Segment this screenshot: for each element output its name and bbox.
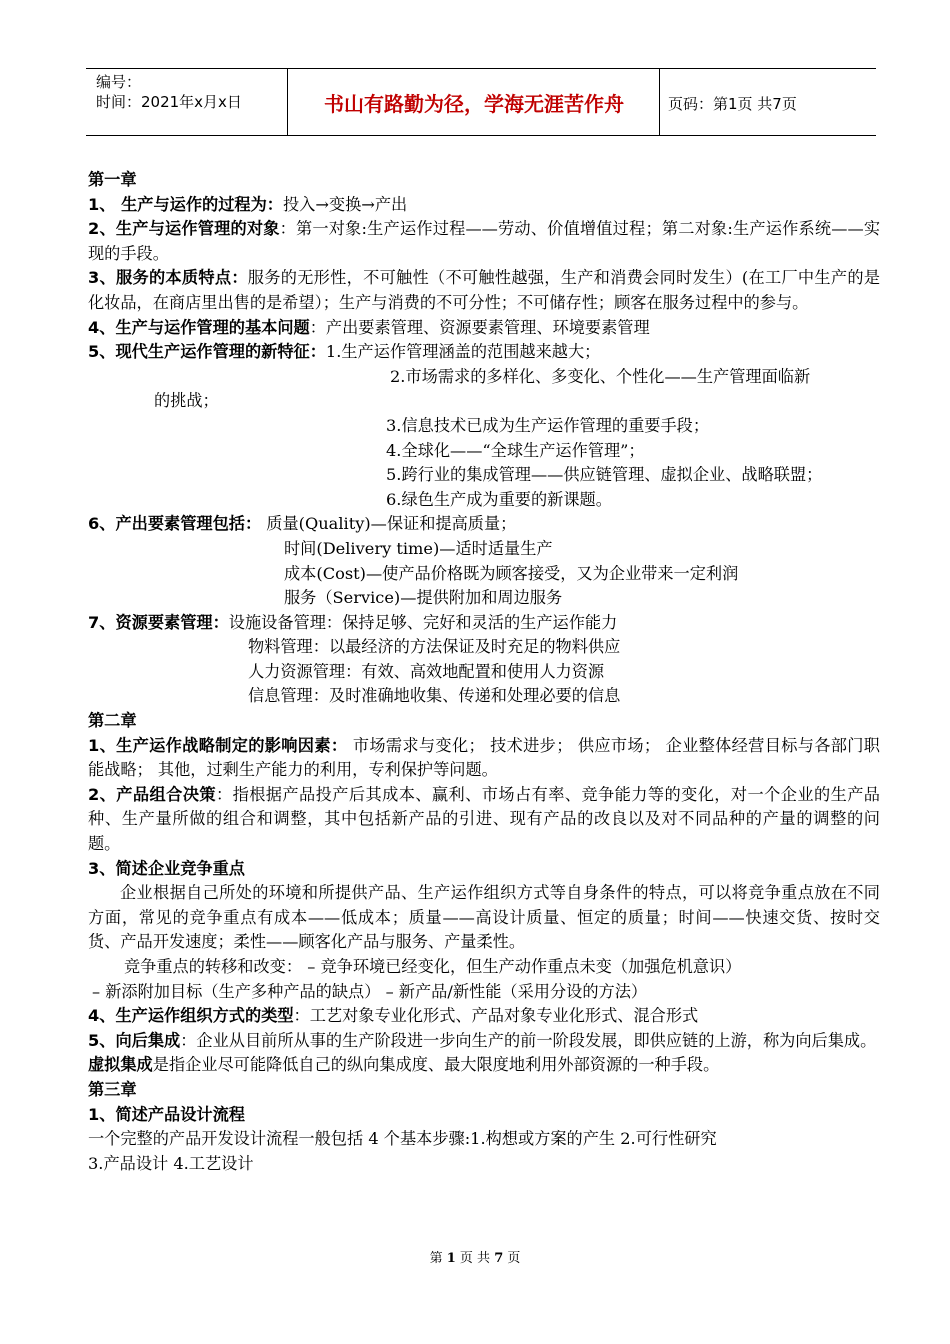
ch1-item4-label: 4、生产与运作管理的基本问题 bbox=[88, 317, 310, 337]
ch1-item5-line2a: 2.市场需求的多样化、多变化、个性化——生产管理面临新 bbox=[390, 366, 811, 386]
ch1-item3-label: 3、服务的本质特点： bbox=[88, 268, 248, 288]
ch1-item7-line2: 物料管理：以最经济的方法保证及时充足的物料供应 bbox=[248, 637, 621, 657]
ch1-item5-line5: 5.跨行业的集成管理——供应链管理、虚拟企业、战略联盟； bbox=[386, 465, 823, 485]
ch1-item6-first: 质量(Quality)—保证和提高质量； bbox=[266, 514, 517, 534]
ch2-item1-label: 1、生产运作战略制定的影响因素： bbox=[88, 735, 348, 755]
footer-prefix: 第 bbox=[429, 1251, 447, 1266]
page-footer bbox=[0, 1247, 950, 1266]
ch2-item5-text: ：企业从目前所从事的生产阶段进一步向生产的前一阶段发展，即供应链的上游，称为向后集成。 bbox=[180, 1030, 877, 1050]
ch1-item7-label: 7、资源要素管理： bbox=[88, 612, 229, 632]
ch2-item4-text: ：工艺对象专业化形式、产品对象专业化形式、混合形式 bbox=[293, 1006, 699, 1026]
ch1-item2 bbox=[88, 217, 880, 266]
ch2-item2-text: ：指根据产品投产后其成本、赢利、市场占有率、竞争能力等的变化，对一个企业的生产品种、生产量所做的组合和调整，其中包括新产品的引进、现有产品的改良以及对不同品种的产量的调整的问题。 bbox=[88, 784, 880, 854]
ch1-item4-text: ：产出要素管理、资源要素管理、环境要素管理 bbox=[309, 317, 650, 337]
ch1-item6-label: 6、产出要素管理包括： bbox=[88, 514, 262, 534]
ch1-item4 bbox=[88, 316, 880, 341]
footer-suffix: 页 bbox=[503, 1251, 521, 1266]
ch1-item7-first: 设施设备管理：保持足够、完好和灵活的生产运作能力 bbox=[228, 612, 618, 632]
ch3-item1-line1: 一个完整的产品开发设计流程一般包括 4 个基本步骤:1.构想或方案的产生 2.可行性研究 bbox=[88, 1129, 717, 1149]
ch1-item7-line3: 人力资源管理：有效、高效地配置和使用人力资源 bbox=[248, 661, 605, 681]
header-top-rule bbox=[86, 68, 876, 69]
ch1-item6-line4: 服务（Service)—提供附加和周边服务 bbox=[284, 588, 563, 608]
ch1-item1 bbox=[88, 193, 880, 218]
ch3-item1-label: 1、简述产品设计流程 bbox=[88, 1104, 245, 1124]
ch1-item6-line2: 时间(Delivery time)—适时适量生产 bbox=[284, 538, 553, 558]
ch1-item7-line4: 信息管理：及时准确地收集、传递和处理必要的信息 bbox=[248, 686, 621, 706]
ch2-item4-label: 4、生产运作组织方式的类型 bbox=[88, 1006, 294, 1026]
ch1-item6 bbox=[88, 512, 880, 537]
footer-page: 1 bbox=[446, 1251, 456, 1266]
header-time: 时间：2021年x月x日 bbox=[96, 93, 242, 111]
ch2-item1-text: 市场需求与变化； 技术进步； 供应市场； 企业整体经营目标与各部门职能战略； 其他，过剩生产能力的利用，专利保护等问题。 bbox=[88, 735, 880, 780]
ch2-virtual-text: 是指企业尽可能降低自己的纵向集成度、最大限度地利用外部资源的一种手段。 bbox=[152, 1055, 720, 1075]
ch1-item5-line2b: 的挑战； bbox=[154, 391, 219, 411]
ch2-item3-para2: 竞争重点的转移和改变： – 竞争环境已经变化，但生产动作重点未变（加强危机意识） bbox=[124, 957, 742, 976]
ch2-item2-label: 2、产品组合决策 bbox=[88, 784, 216, 804]
ch1-item1-label: 1、 生产与运作的过程为： bbox=[88, 194, 283, 214]
ch1-item2-label: 2、生产与运作管理的对象 bbox=[88, 219, 280, 239]
footer-total: 7 bbox=[494, 1251, 504, 1266]
chapter3-title: 第三章 bbox=[88, 1079, 137, 1099]
header-page-number: 页码：第1页 共7页 bbox=[668, 95, 797, 113]
ch1-item6-line3: 成本(Cost)—使产品价格既为顾客接受，又为企业带来一定利润 bbox=[284, 563, 739, 583]
document-body bbox=[88, 168, 880, 1176]
ch1-item1-text: 投入→变换→产出 bbox=[282, 194, 408, 214]
ch1-item5 bbox=[88, 340, 880, 365]
header-bottom-rule bbox=[86, 135, 876, 136]
ch1-item2-text: ：第一对象:生产运作过程——劳动、价值增值过程；第二对象:生产运作系统——实现的手段。 bbox=[88, 219, 881, 263]
footer-middle: 页 共 bbox=[455, 1251, 495, 1266]
ch1-item7 bbox=[88, 611, 880, 636]
ch2-item3-para3: – 新添附加目标（生产多种产品的缺点） – 新产品/新性能（采用分设的方法） bbox=[92, 981, 648, 1001]
ch2-item5 bbox=[88, 1029, 880, 1054]
ch2-item3-para1: 企业根据自己所处的环境和所提供产品、生产运作组织方式等自身条件的特点，可以将竞争重点放在不同方面，常见的竞争重点有成本——低成本；质量——高设计质量、恒定的质量；时间——快速交货、按时交货、产品开发速度；柔性——顾客化产品与服务、产量柔性。 bbox=[88, 883, 880, 952]
ch3-item1-line2: 3.产品设计 4.工艺设计 bbox=[88, 1153, 254, 1173]
ch2-item3-label: 3、简述企业竞争重点 bbox=[88, 858, 245, 878]
ch1-item5-line6: 6.绿色生产成为重要的新课题。 bbox=[386, 489, 612, 509]
ch1-item5-label: 5、现代生产运作管理的新特征： bbox=[88, 342, 326, 362]
chapter1-title: 第一章 bbox=[88, 170, 137, 189]
header-motto: 书山有路勤为径，学海无涯苦作舟 bbox=[324, 92, 624, 116]
chapter2-title: 第二章 bbox=[88, 711, 137, 731]
ch2-item1 bbox=[88, 734, 880, 783]
ch2-item2 bbox=[88, 783, 880, 857]
ch1-item5-line3: 3.信息技术已成为生产运作管理的重要手段； bbox=[386, 415, 710, 435]
ch1-item3-text: 服务的无形性，不可触性（不可触性越强，生产和消费会同时发生）(在工厂中生产的是化妆品，在商店里出售的是希望）；生产与消费的不可分性；不可储存性；顾客在服务过程中的参与。 bbox=[88, 268, 881, 312]
ch1-item3 bbox=[88, 266, 880, 315]
header-number: 编号： bbox=[96, 73, 142, 91]
ch1-item5-line4: 4.全球化——“全球生产运作管理”； bbox=[386, 440, 645, 460]
ch2-virtual bbox=[88, 1053, 880, 1078]
ch2-item4 bbox=[88, 1004, 880, 1029]
ch1-item5-first: 1.生产运作管理涵盖的范围越来越大； bbox=[325, 342, 601, 362]
ch2-item5-label: 5、向后集成 bbox=[88, 1030, 181, 1050]
ch2-virtual-label: 虚拟集成 bbox=[88, 1055, 153, 1075]
